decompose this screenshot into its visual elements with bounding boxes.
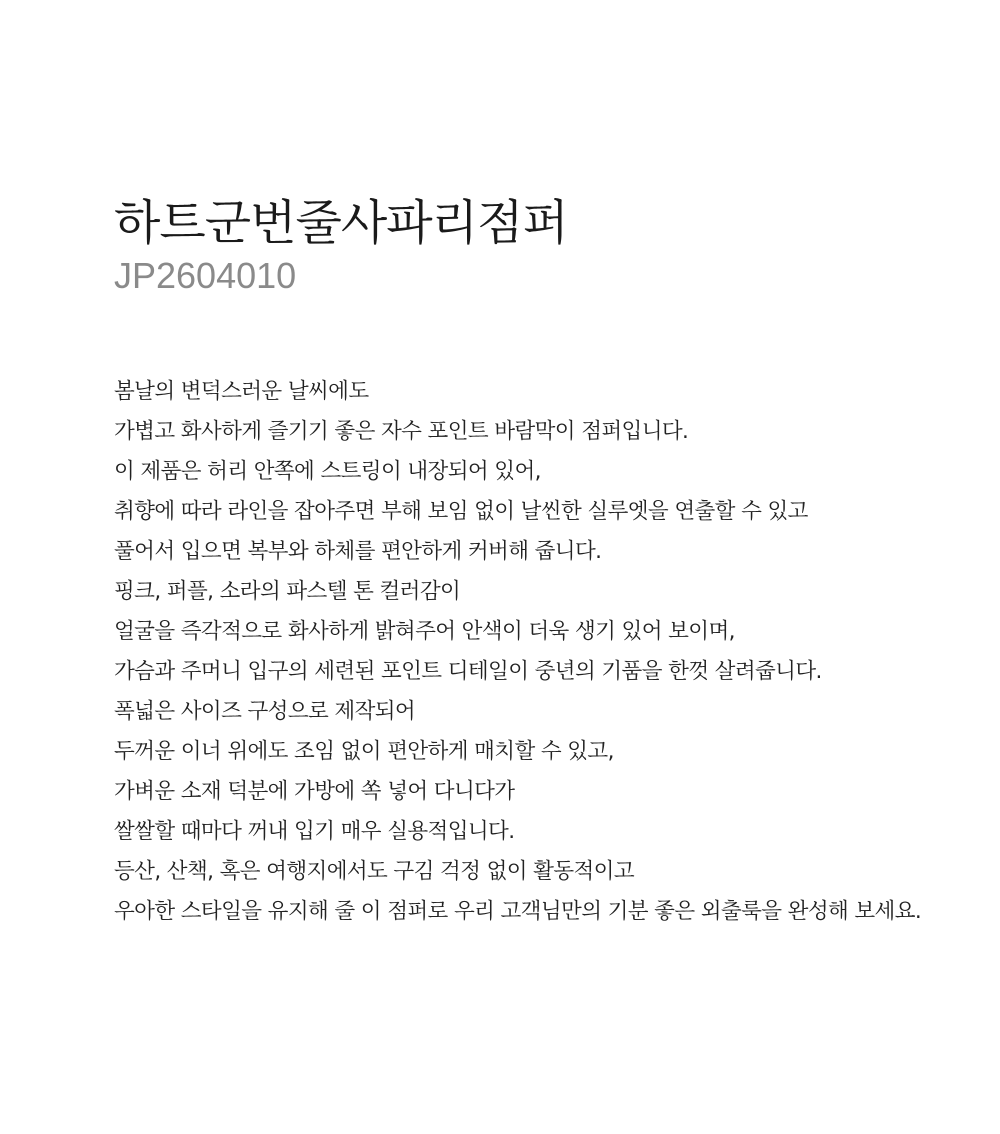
- product-header: [114, 195, 994, 297]
- description-line: 얼굴을 즉각적으로 화사하게 밝혀주어 안색이 더욱 생기 있어 보이며,: [114, 619, 735, 644]
- description-line: 풀어서 입으면 복부와 하체를 편안하게 커버해 줍니다.: [114, 539, 602, 564]
- description-line: 쌀쌀할 때마다 꺼내 입기 매우 실용적입니다.: [114, 819, 515, 844]
- description-line: 가슴과 주머니 입구의 세련된 포인트 디테일이 중년의 기품을 한껏 살려줍니다.: [114, 659, 822, 684]
- product-code: JP2604010: [114, 255, 297, 296]
- product-title: 하트군번줄사파리점퍼: [114, 195, 568, 251]
- description-line: 핑크, 퍼플, 소라의 파스텔 톤 컬러감이: [114, 579, 461, 604]
- product-description: [114, 372, 994, 932]
- description-line: 폭넓은 사이즈 구성으로 제작되어: [114, 699, 416, 724]
- description-line: 봄날의 변덕스러운 날씨에도: [114, 379, 369, 404]
- description-line: 이 제품은 허리 안쪽에 스트링이 내장되어 있어,: [114, 459, 541, 484]
- description-line: 우아한 스타일을 유지해 줄 이 점퍼로 우리 고객님만의 기분 좋은 외출룩을 완성해 보세요.: [114, 899, 922, 924]
- description-line: 취향에 따라 라인을 잡아주면 부해 보임 없이 날씬한 실루엣을 연출할 수 있고: [114, 499, 808, 524]
- description-line: 두꺼운 이너 위에도 조임 없이 편안하게 매치할 수 있고,: [114, 739, 614, 764]
- description-line: 가볍고 화사하게 즐기기 좋은 자수 포인트 바람막이 점퍼입니다.: [114, 419, 689, 444]
- description-line: 가벼운 소재 덕분에 가방에 쏙 넣어 다니다가: [114, 779, 515, 804]
- description-line: 등산, 산책, 혹은 여행지에서도 구김 걱정 없이 활동적이고: [114, 859, 634, 884]
